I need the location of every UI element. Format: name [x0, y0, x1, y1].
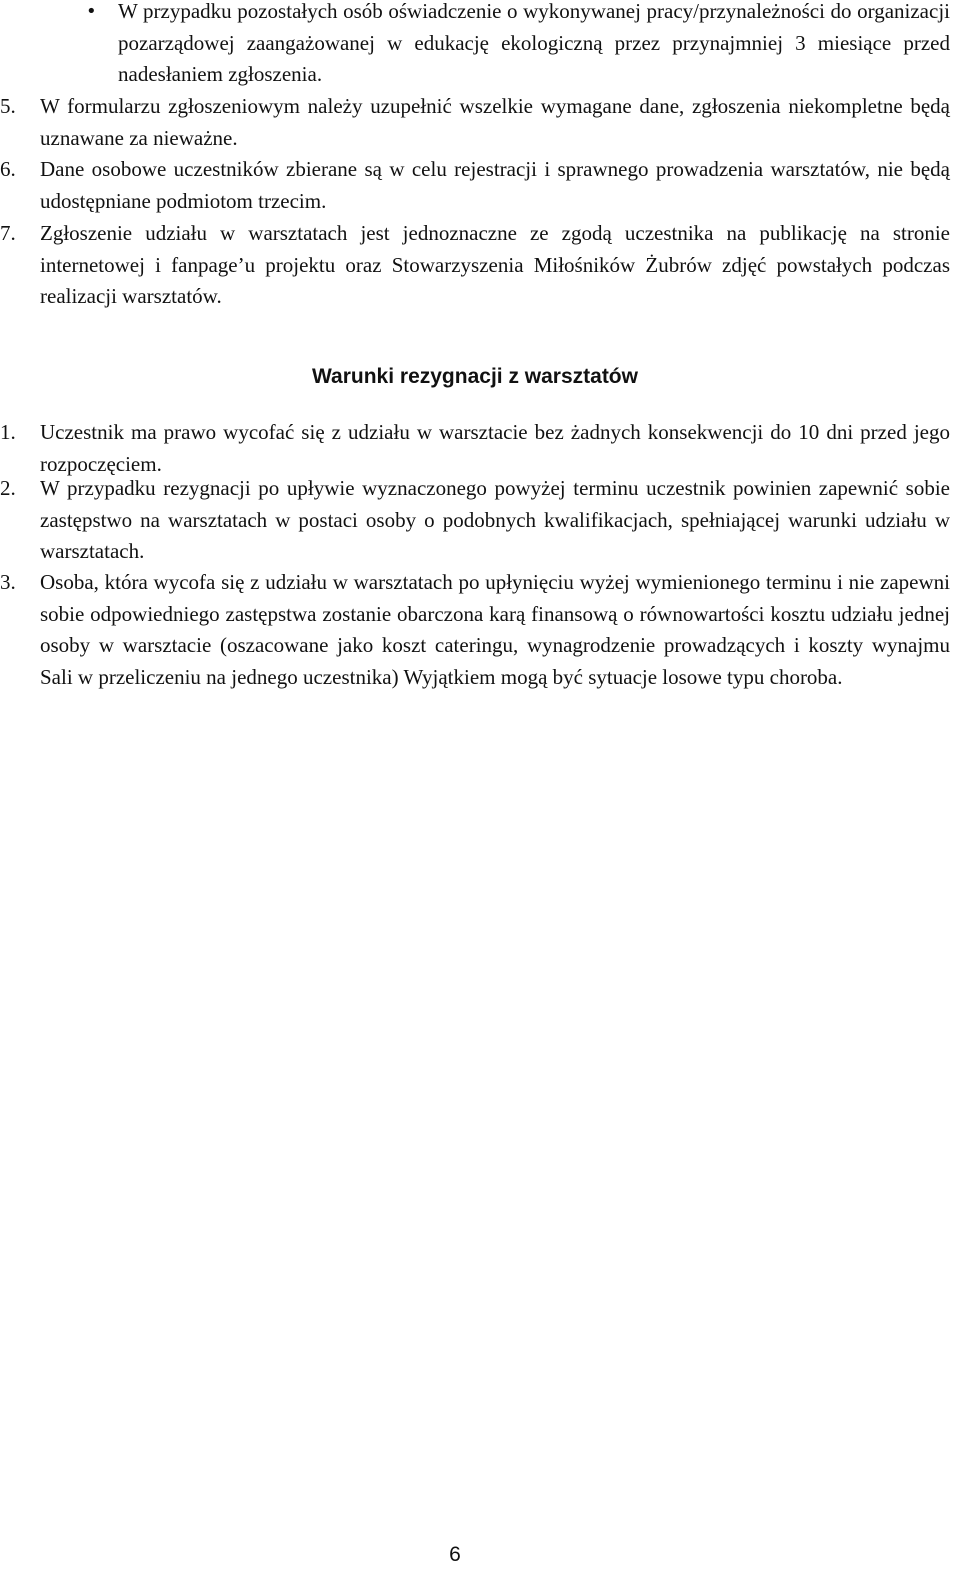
list-item-text: W przypadku rezygnacji po upływie wyznaczonego powyżej terminu uczestnik powinien zapewnić sobie zastępstwo na warsztatach w postaci osoby o podobnych kwalifikacjach, spełniającej warunki udziału w warsztatach. — [40, 476, 950, 563]
list-item-text: Osoba, która wycofa się z udziału w warsztatach po upłynięciu wyżej wymienionego terminu i nie zapewni sobie odpowiedniego zastępstwa zostanie obarczona karą finansową o równowartości kosztu udziału jednej osoby w warsztacie (oszacowane jako koszt cateringu, wynagrodzenie prowadzących i koszty wynajmu Sali w przeliczeniu na jednego uczestnika) Wyjątkiem mogą być sytuacje losowe typu choroba. — [40, 570, 950, 689]
list-item-number: 3. — [0, 570, 16, 594]
section-heading: Warunki rezygnacji z warsztatów — [312, 365, 638, 388]
list-item-number: 1. — [0, 420, 16, 444]
list-item-text: Dane osobowe uczestników zbierane są w celu rejestracji i sprawnego prowadzenia warsztatów, nie będą udostępniane podmiotom trzecim. — [40, 157, 950, 213]
list-item-text: W formularzu zgłoszeniowym należy uzupełnić wszelkie wymagane dane, zgłoszenia niekompletne będą uznawane za nieważne. — [40, 94, 950, 150]
list-item-number: 5. — [0, 94, 16, 118]
rezygnacja-item-3 — [0, 567, 950, 693]
rezygnacja-item-1 — [0, 417, 950, 480]
bullet-marker: • — [86, 1, 97, 22]
list-item-7 — [0, 218, 950, 313]
bullet-paragraph — [0, 0, 950, 91]
list-item-text: Uczestnik ma prawo wycofać się z udziału w warsztacie bez żadnych konsekwencji do 10 dni przed jego rozpoczęciem. — [40, 420, 950, 476]
bullet-text: W przypadku pozostałych osób oświadczenie o wykonywanej pracy/przynależności do organizacji pozarządowej zaangażowanej w edukację ekologiczną przez przynajmniej 3 miesiące przed nadesłaniem zgłoszenia. — [118, 0, 950, 86]
list-item-number: 2. — [0, 476, 16, 500]
list-item-6 — [0, 154, 950, 217]
list-item-5 — [0, 91, 950, 154]
list-item-number: 7. — [0, 221, 16, 245]
page-number: 6 — [449, 1543, 461, 1566]
list-item-number: 6. — [0, 157, 16, 181]
rezygnacja-item-2 — [0, 473, 950, 568]
list-item-text: Zgłoszenie udziału w warsztatach jest jednoznaczne ze zgodą uczestnika na publikację na stronie internetowej i fanpage’u projektu oraz Stowarzyszenia Miłośników Żubrów zdjęć powstałych podczas realizacji warsztatów. — [40, 221, 950, 308]
